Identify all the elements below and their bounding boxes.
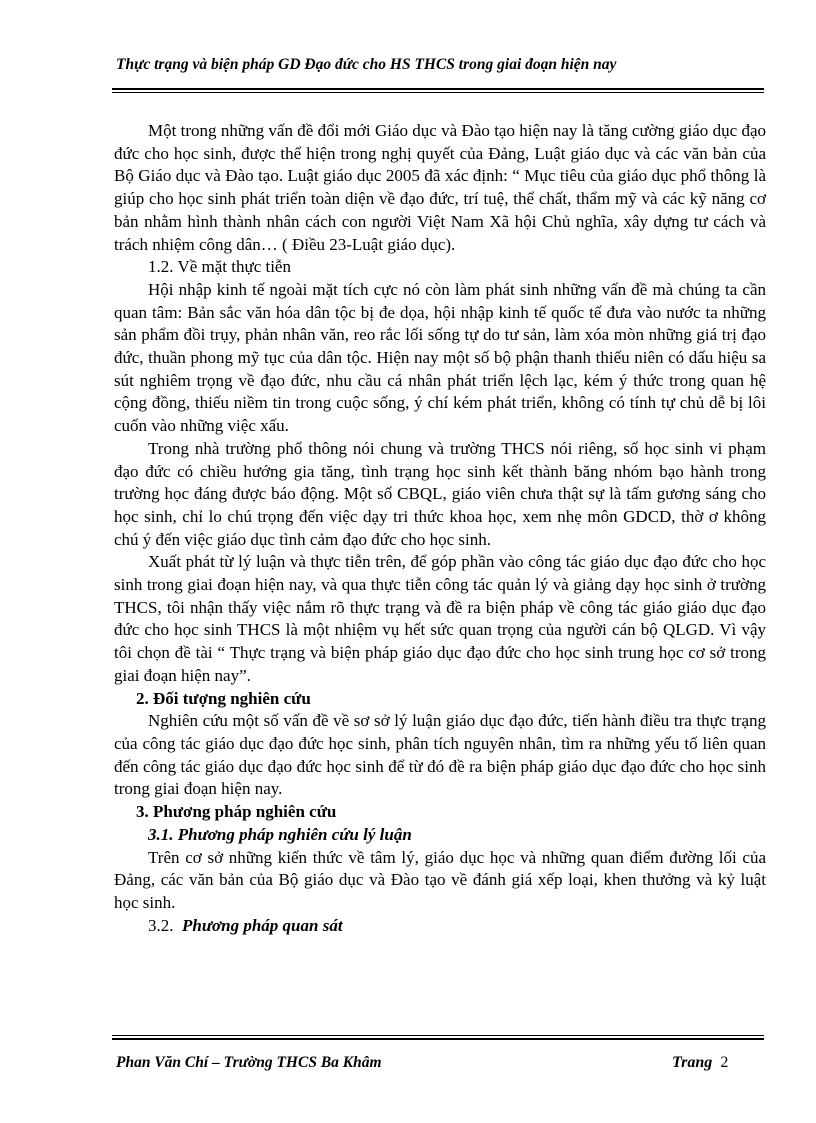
footer-author: Phan Văn Chí – Trường THCS Ba Khâm [116, 1054, 382, 1071]
page-label: Trang [672, 1054, 713, 1071]
footer-page [672, 1054, 728, 1072]
header-rule-bottom [112, 92, 764, 93]
paragraph-intro: Một trong những vấn đề đổi mới Giáo dục và Đào tạo hiện nay là tăng cường giáo dục đạo đức cho học sinh, được thể hiện trong nghị quyết của Đảng, Luật giáo dục và các văn bản của Bộ Giáo dục và Đào tạo. Luật giáo dục 2005 đã xác định: “ Mục tiêu của giáo dục phổ thông là giúp cho học sinh phát triển toàn diện về đạo đức, trí tuệ, thể chất, thẩm mỹ và các kỹ năng cơ bản nhằm hình thành nhân cách con người Việt Nam Xã hội Chủ nghĩa, xây dựng tư cách và trách nhiệm công dân… ( Điều 23-Luật giáo dục). [114, 121, 766, 254]
document-body [114, 120, 766, 937]
section-1-2-heading: 1.2. Về mặt thực tiễn [148, 257, 291, 277]
section-3-heading: 3. Phương pháp nghiên cứu [136, 802, 337, 822]
paragraph-research-object: Nghiên cứu một số vấn đề về sơ sở lý luận giáo dục đạo đức, tiến hành điều tra thực trạng của công tác giáo dục đạo đức học sinh, phân tích nguyên nhân, tìm ra những yếu tố liên quan đến công tác giáo dục đạo đức học sinh để từ đó đề ra biện pháp giáo dục đạo đức cho học sinh trong giai đoạn hiện nay. [114, 711, 766, 799]
paragraph-school: Trong nhà trường phổ thông nói chung và trường THCS nói riêng, số học sinh vi phạm đạo đức có chiều hướng gia tăng, tình trạng học sinh kết thành băng nhóm bạo hành trong trường học đáng được báo động. Một số CBQL, giáo viên chưa thật sự là tấm gương sáng cho học sinh, chỉ lo chú trọng đến việc dạy tri thức khoa học, xem nhẹ môn GDCD, thờ ơ không chú ý đến việc giáo dục tình cảm đạo đức cho học sinh. [114, 438, 766, 549]
header-rule-top [112, 88, 764, 90]
paragraph-practice: Hội nhập kinh tế ngoài mặt tích cực nó còn làm phát sinh những vấn đề mà chúng ta cần quan tâm: Bản sắc văn hóa dân tộc bị đe dọa, hội nhập kinh tế quốc tế đưa vào nước ta những sản phẩm đồi trụy, phản nhân văn, reo rắc lối sống tự do tư sản, làm xóa mòn những giá trị đạo đức, thuần phong mỹ tục của dân tộc. Hiện nay một số bộ phận thanh thiếu niên có dấu hiệu sa sút nghiêm trọng về đạo đức, nhu cầu cá nhân phát triển lệch lạc, kém ý thức trong quan hệ cộng đồng, thiếu niềm tin trong cuộc sống, ý chí kém phát triển, không có tính tự chủ dễ bị lôi cuốn vào những việc xấu. [114, 279, 766, 436]
footer-rule-top [112, 1035, 764, 1036]
section-3-1-heading: 3.1. Phương pháp nghiên cứu lý luận [148, 824, 412, 844]
section-3-2-number: 3.2. [148, 915, 174, 935]
paragraph-topic: Xuất phát từ lý luận và thực tiễn trên, để góp phần vào công tác giáo dục đạo đức cho học sinh trong giai đoạn hiện nay, và qua thực tiễn công tác quản lý và giảng dạy học sinh ở trường THCS, tôi nhận thấy việc nắm rõ thực trạng và đề ra biện pháp về công tác giáo giáo dục đạo đức cho học sinh THCS là một nhiệm vụ hết sức quan trọng của người cán bộ QLGD. Vì vậy tôi chọn đề tài “ Thực trạng và biện pháp giáo dục đạo đức cho học sinh trung học cơ sở trong giai đoạn hiện nay”. [114, 552, 766, 685]
section-3-2-title: Phương pháp quan sát [182, 915, 343, 935]
footer-rule-bottom [112, 1038, 764, 1040]
paragraph-theory-method: Trên cơ sở những kiến thức về tâm lý, giáo dục học và những quan điểm đường lối của Đảng, các văn bản của Bộ giáo dục và Đào tạo về đánh giá xếp loại, khen thưởng và kỷ luật học sinh. [114, 847, 766, 912]
page-number: 2 [720, 1054, 729, 1071]
section-3-2-heading [114, 915, 766, 938]
header-title: Thực trạng và biện pháp GD Đạo đức cho HS THCS trong giai đoạn hiện nay [116, 56, 617, 73]
section-2-heading: 2. Đối tượng nghiên cứu [136, 688, 311, 708]
